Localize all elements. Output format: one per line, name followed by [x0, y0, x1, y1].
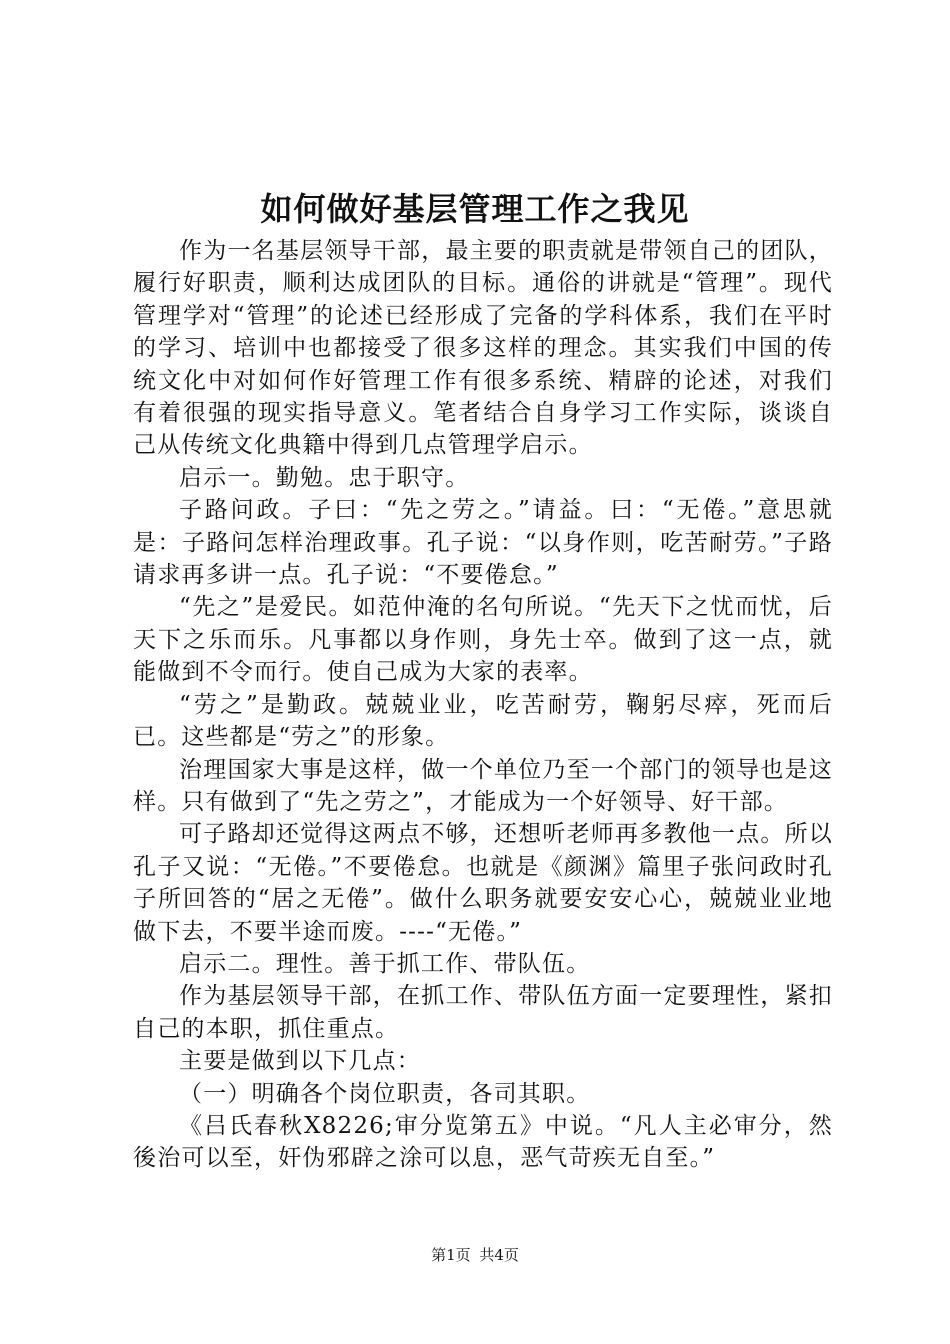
section-heading: 启示二。理性。善于抓工作、带队伍。: [179, 950, 591, 977]
paragraph: 治理国家大事是这样，做一个单位乃至一个部门的领导也是这样。只有做到了“先之劳之”，才能成为一个好领导、好干部。: [133, 756, 833, 815]
document-title: 如何做好基层管理工作之我见: [260, 190, 690, 228]
paragraph: 《吕氏春秋X8226;审分览第五》中说。“凡人主必审分，然後治可以至，奸伪邪辟之涂可以息，恶气苛疾无自至。”: [133, 1112, 833, 1172]
paragraph: 作为一名基层领导干部，最主要的职责就是带领自己的团队，履行好职责，顺利达成团队的目标。通俗的讲就是“管理”。现代管理学对“管理”的论述已经形成了完备的学科体系，我们在平时的学习、培训中也都接受了很多这样的理念。其实我们中国的传统文化中对如何作好管理工作有很多系统、精辟的论述，对我们有着很强的现实指导意义。笔者结合自身学习工作实际，谈谈自己从传统文化典籍中得到几点管理学启示。: [133, 238, 833, 459]
page-footer: [0, 1244, 950, 1266]
list-item: （一）明确各个岗位职责，各司其职。: [179, 1080, 591, 1107]
page-total: 共4页: [479, 1246, 519, 1264]
document-body: [133, 235, 833, 1175]
paragraph: 可子路却还觉得这两点不够，还想听老师再多教他一点。所以孔子又说：“无倦。”不要倦怠。也就是《颜渊》篇里子张问政时孔子所回答的“居之无倦”。做什么职务就要安安心心，兢兢业业地做下去，不要半途而废。----“无倦。”: [133, 821, 833, 945]
paragraph: “劳之”是勤政。兢兢业业，吃苦耐劳，鞠躬尽瘁，死而后已。这些都是“劳之”的形象。: [133, 691, 833, 751]
paragraph: 作为基层领导干部，在抓工作、带队伍方面一定要理性，紧扣自己的本职，抓住重点。: [133, 983, 833, 1042]
page-number: 第1页: [431, 1246, 471, 1264]
paragraph: 主要是做到以下几点：: [179, 1048, 421, 1075]
section-heading: 启示一。勤勉。忠于职守。: [179, 464, 470, 491]
paragraph: “先之”是爱民。如范仲淹的名句所说。“先天下之忧而忧，后天下之乐而乐。凡事都以身作则，身先士卒。做到了这一点，就能做到不令而行。使自己成为大家的表率。: [133, 594, 833, 686]
paragraph: 子路问政。子曰：“先之劳之。”请益。曰：“无倦。”意思就是：子路问怎样治理政事。孔子说：“以身作则，吃苦耐劳。”子路请求再多讲一点。孔子说：“不要倦怠。”: [133, 497, 833, 589]
